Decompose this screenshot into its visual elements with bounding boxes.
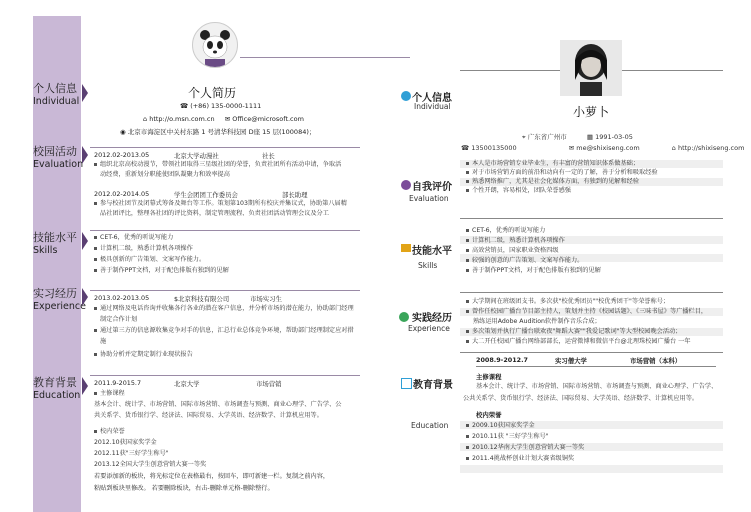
- campus-1-line-1: 组织北京高校动漫节，带领社团取得三星级社团的荣誉，负责社团所有活动申请，争取活: [94, 161, 341, 170]
- right-exp-4: 多次策划并执行广播台联欢夜"舞蹈大赛""我爱记歌词"等大型校园晚会活动；: [466, 328, 681, 337]
- right-name: 小萝卜: [573, 105, 610, 119]
- location-icon: ⌖: [522, 133, 526, 141]
- edu-honor-1: 2012.10获国家奖学金: [94, 439, 157, 446]
- edu-note-1: 若要添加新的板块，将光标定位在表格最右，按回车，即可新建一栏。复制之前内容，: [94, 473, 330, 480]
- left-skill-2: 计算机二级，熟悉计算机各项操作: [94, 245, 193, 254]
- right-exp-1: 大学期间在班级团支书。多次获"校优秀团员""校优秀团干"等荣誉称号；: [466, 298, 669, 307]
- email-icon: ✉: [224, 115, 231, 123]
- edu-note-2: 粘贴到板块里修改。 若要删除板块，右击-删除单元格-删除整行。: [94, 485, 274, 492]
- edu-honor-3: 2013.12全国大学生创意营销大赛一等奖: [94, 461, 207, 468]
- edu-major: 市场营销: [256, 380, 282, 388]
- left-skill-3: 极具创新的广告策划、文案写作能力。: [94, 256, 205, 265]
- intern-org: $北京科技有限公司: [174, 295, 230, 303]
- edu-courses-1: 基本会计、统计学、市场营销、国际市场营销、市场调查与预测、商业心理学、广告学、公: [94, 401, 342, 408]
- right-contact-row: ☎ 13500135000 ✉ me@shixiseng.com ⌂ http://shixiseng.com: [461, 144, 745, 152]
- left-web-row: [143, 115, 304, 123]
- campus-2-role: 部长助理: [282, 191, 308, 199]
- left-address: ◉ 北京市海淀区中关村东路 1 号清华科技园 D座 15 层(100084)；: [120, 128, 316, 136]
- left-section-internship: 实习经历 Experience: [33, 287, 86, 312]
- campus-2-line-2: 品社团评比，整理各社团的评比资料，制定管理流程、负责社团活动管理会议及分工: [100, 210, 329, 217]
- right-edu-honor-1: 2009.10获国家奖学金: [466, 422, 535, 431]
- panda-avatar: [192, 22, 238, 68]
- right-location-row: ⌖ 广东省广州市 ▦ 1991-03-05: [522, 133, 633, 141]
- right-section-experience-en: Experience: [408, 324, 450, 333]
- intern-role: 市场实习生: [250, 295, 282, 303]
- left-skill-1: CET-6，优秀的听说写能力: [94, 234, 173, 243]
- campus-2-org: 学生会团团工作委员会: [174, 191, 238, 199]
- intern-line-3: 通过第三方的信息源收集竞争对手的信息，汇总行业总体竞争环境，帮助部门经理制定应对措: [94, 327, 354, 336]
- right-edu-courses-1: 基本会计、统计学、市场营销、国际市场营销、市场调查与预测、商业心理学、广告学、: [476, 383, 718, 390]
- right-edu-honors-title: 校内荣誉: [476, 411, 502, 419]
- right-section-evaluation: 自我评价: [412, 182, 452, 193]
- right-eval-3: 熟悉网络推广，尤其是社会化媒体方面，有独到的见解和经验: [466, 178, 639, 187]
- right-edu-school: 实习僧大学: [555, 357, 587, 365]
- home-icon: ⌂: [671, 144, 676, 152]
- edu-courses-2: 共关系学、货币银行学、经济法、国际贸易、大学英语、经济数学、计算机应用等。: [94, 412, 323, 419]
- intern-line-2: 制定合作计划: [100, 316, 138, 323]
- right-section-personal-en: Individual: [414, 102, 451, 111]
- left-email[interactable]: Office@microsoft.com: [232, 115, 304, 123]
- right-skill-5: 善于制作PPT文档，对于配色排版有独到的见解: [466, 267, 601, 276]
- email-icon: ✉: [568, 144, 575, 152]
- campus-1-org: 北京大学动漫社: [174, 152, 219, 160]
- right-skill-2: 计算机二级，熟悉计算机各项操作: [466, 237, 565, 246]
- left-contact-row: [180, 102, 261, 110]
- edu-honor-2: 2012.11获"三好学生称号": [94, 450, 169, 457]
- right-skill-4: 较强的创意的广告策划、文案写作能力。: [466, 257, 583, 266]
- right-section-evaluation-en: Evaluation: [409, 194, 449, 203]
- right-eval-4: 个性开朗，容易相处，团队荣誉感强: [466, 187, 571, 196]
- edu-courses-title: 主修课程: [94, 390, 125, 399]
- phone-icon: ☎: [461, 144, 470, 152]
- edu-date: 2011.9-2015.7: [94, 379, 142, 387]
- right-section-experience: 实践经历: [412, 313, 452, 324]
- edu-school: 北京大学: [174, 380, 200, 388]
- right-section-education-en: Education: [411, 421, 449, 430]
- right-edu-honor-3: 2010.12华南大学生创意营销大赛一等奖: [466, 444, 584, 453]
- left-phone: (+86) 135-0000-1111: [190, 102, 262, 110]
- right-edu-date: 2008.9-2012.7: [476, 356, 528, 364]
- left-section-education: 教育背景 Education: [33, 376, 81, 401]
- right-eval-1: 本人是市场营销专业毕业生，有丰富的营销知识体系做基础；: [466, 160, 639, 169]
- right-section-personal: 个人信息: [412, 93, 452, 104]
- right-edu-courses-2: 公共关系学、货币银行学、经济法、国际贸易、大学英语、经济数学、计算机应用等。: [463, 395, 699, 402]
- intern-date: 2013.02-2013.05: [94, 294, 150, 302]
- campus-1-date: 2012.02-2013.05: [94, 151, 150, 159]
- right-section-skills-en: Skills: [418, 261, 438, 270]
- right-section-education: 教育背景: [413, 380, 453, 391]
- right-exp-2: 曾作任校园广播台节目部主持人，策划并主持《校园话题》、《三味书屋》等广播栏目，: [466, 308, 707, 317]
- location-icon: ◉: [120, 128, 126, 136]
- right-edu-courses-title: 主修课程: [476, 373, 502, 381]
- right-exp-5: 大二开任校园广播台网络部部长，运营微博和微信平台@北理珠校园广播台 一年: [466, 338, 691, 347]
- intern-line-1: 通过网络及电话咨询并收集各行各业的潜在客户信息，并分析市场的潜在能力，协助部门经理: [94, 305, 354, 314]
- intern-line-4: 施: [100, 338, 107, 345]
- right-edu-honor-2: 2010.11获 "三好学生称号": [466, 433, 549, 442]
- left-section-campus: 校园活动 Evaluation: [33, 145, 84, 170]
- campus-2-line-1: 参与校社团节及闭幕式筹备及舞台等工作。策划第103期所有校庆并集议式，协助第八届精: [94, 200, 347, 209]
- edu-honors-title: 校内荣誉: [94, 428, 125, 437]
- campus-2-date: 2012.02-2014.05: [94, 190, 150, 198]
- left-section-skills: 技能水平 Skills: [33, 231, 77, 256]
- right-section-skills: 技能水平: [412, 246, 452, 257]
- home-icon: ⌂: [143, 115, 148, 123]
- left-section-personal: 个人信息 Individual: [33, 82, 80, 107]
- right-exp-3: 熟练运用Adobe Audition软件制作音乐合成；: [473, 318, 601, 325]
- left-name: 个人简历: [188, 86, 237, 100]
- calendar-icon: ▦: [586, 133, 593, 141]
- phone-icon: ☎: [180, 102, 189, 110]
- campus-1-role: 社长: [262, 152, 275, 160]
- intern-line-5: 协助分析并定期定制行业现状报告: [94, 351, 193, 360]
- right-eval-2: 对于市场营销方面的前沿和动向有一定的了解，善于分析和吸取经验: [466, 169, 658, 178]
- right-edu-honor-4: 2011.4挑战杯创业计划大赛省级铜奖: [466, 455, 574, 464]
- right-skill-1: CET-6，优秀的听说写能力: [466, 227, 545, 236]
- right-skill-3: 高效营销员，国家职业资格四级: [466, 247, 559, 256]
- woman-photo: [560, 40, 622, 96]
- right-edu-major: 市场营销（本科）: [630, 357, 682, 365]
- left-website[interactable]: http://o.msn.com.cn: [149, 115, 215, 123]
- left-skill-4: 善于制作PPT文档，对于配色排版有独到的见解: [94, 267, 229, 276]
- campus-1-line-2: 动经费，重新划分职能使团队凝聚力和效率提高: [100, 171, 230, 178]
